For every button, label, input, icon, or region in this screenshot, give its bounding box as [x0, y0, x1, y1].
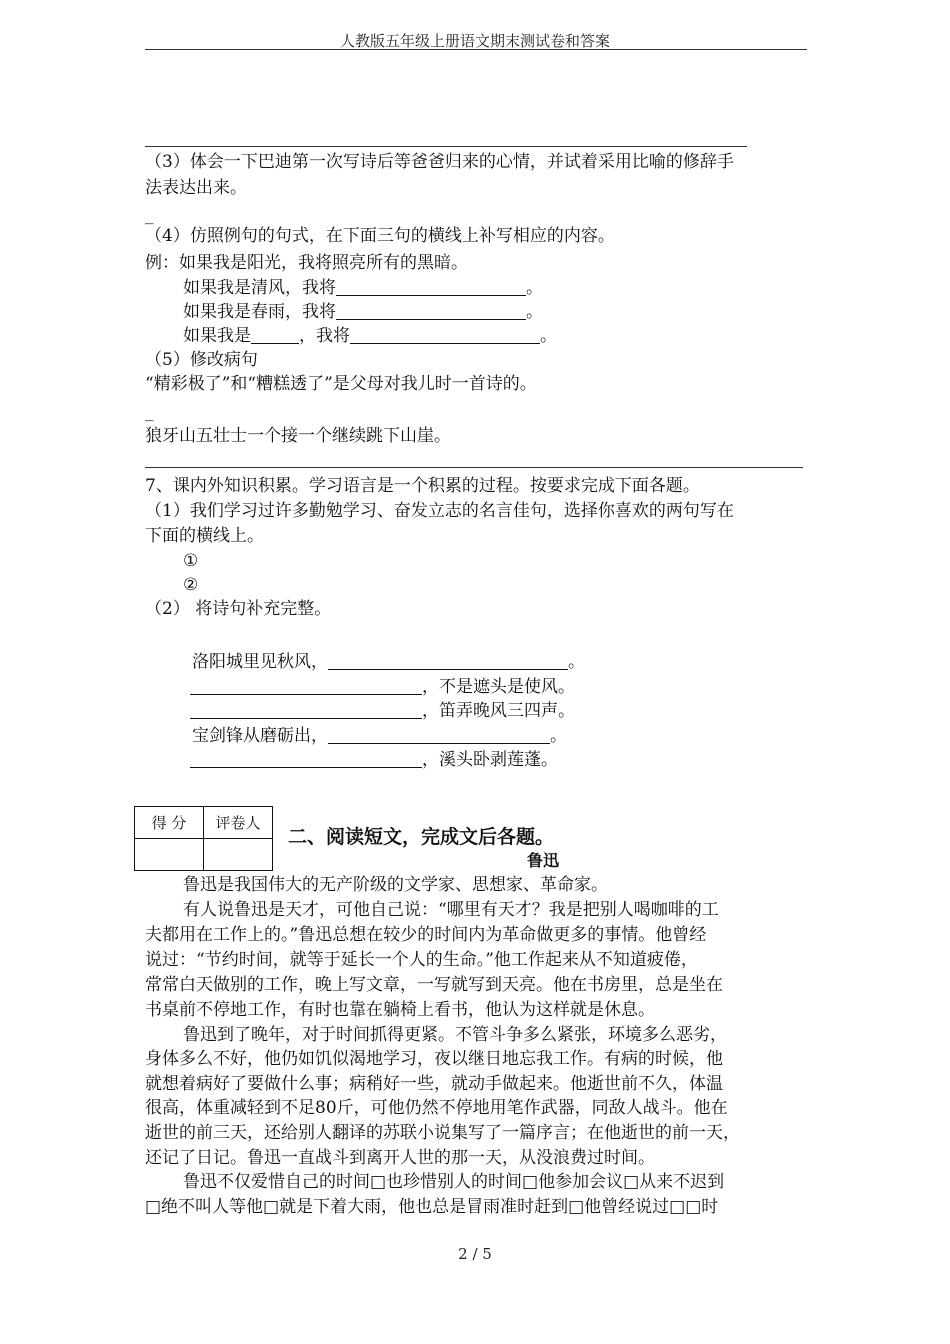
poem-line2-blank[interactable]	[190, 676, 422, 695]
article-line: 身体多么不好，他仍如饥似渴地学习，夜以继日地忘我工作。有病的时候，他	[145, 1049, 723, 1069]
q7-circle2: ②	[183, 575, 199, 595]
poem-line3-blank[interactable]	[190, 700, 422, 719]
page-number: 2 / 5	[458, 1245, 492, 1263]
q3-line2: 法表达出来。	[145, 178, 247, 198]
grader-label: 评卷人	[204, 807, 273, 839]
grader-cell[interactable]	[204, 839, 273, 871]
answer-line	[145, 146, 747, 147]
q4-row2-blank[interactable]	[336, 301, 526, 320]
q4-row3-blank1[interactable]	[251, 325, 299, 344]
q4-row2-pre: 如果我是春雨，我将	[183, 302, 336, 322]
q4-row1-pre: 如果我是清风，我将	[183, 278, 336, 298]
article-line: □绝不叫人等他□就是下着大雨，他也总是冒雨准时赶到□他曾经说过□□时	[145, 1197, 719, 1217]
poem-line2-text: ，不是遮头是使风。	[422, 677, 575, 697]
article-line: 有人说鲁迅是天才，可他自己说：“哪里有天才？我是把别人喝咖啡的工	[183, 900, 719, 920]
q7-part1-line2: 下面的横线上。	[145, 526, 264, 546]
q7-circle1: ①	[183, 551, 199, 571]
q3-line1: （3）体会一下巴迪第一次写诗后等爸爸归来的心情，并试着采用比喻的修辞手	[145, 152, 734, 172]
poem-line3	[190, 699, 575, 723]
q7-part2: （2） 将诗句补充完整。	[145, 599, 332, 619]
q4-example: 例：如果我是阳光，我将照亮所有的黑暗。	[145, 253, 468, 273]
q4-row3	[183, 324, 557, 348]
score-label: 得 分	[135, 807, 204, 839]
poem-line4-blank[interactable]	[328, 725, 550, 744]
poem-line3-text: ，笛弄晚风三四声。	[422, 701, 575, 721]
q4-row1-end: 。	[526, 278, 543, 298]
q3-mark: _	[145, 205, 154, 225]
article-line: 鲁迅是我国伟大的无产阶级的文学家、思想家、革命家。	[183, 875, 608, 895]
poem-line5-text: ，溪头卧剥莲蓬。	[422, 750, 558, 770]
section2-heading: 二、阅读短文，完成文后各题。	[288, 826, 555, 848]
poem-line4-text: 宝剑锋从磨砺出，	[192, 726, 328, 746]
q4-row3-blank2[interactable]	[350, 325, 540, 344]
article-line: 常常白天做别的工作，晚上写文章，一写就写到天亮。他在书房里，总是坐在	[145, 975, 723, 995]
poem-line1-end: 。	[568, 652, 585, 672]
q7-part1-line1: （1）我们学习过许多勤勉学习、奋发立志的名言佳句，选择你喜欢的两句写在	[145, 501, 734, 521]
article-line: 鲁迅不仅爱惜自己的时间□也珍惜别人的时间□他参加会议□从来不迟到	[183, 1172, 725, 1192]
article-title: 鲁迅	[527, 851, 560, 870]
poem-line1-text: 洛阳城里见秋风，	[192, 652, 328, 672]
article-line: 鲁迅到了晚年，对于时间抓得更紧。不管斗争多么紧张，环境多么恶劣，	[183, 1025, 727, 1045]
q4-row3-end: 。	[540, 326, 557, 346]
q4-intro: （4）仿照例句的句式，在下面三句的横线上补写相应的内容。	[145, 226, 615, 246]
q5-mark: _	[145, 402, 154, 422]
poem-line5-blank[interactable]	[190, 749, 422, 768]
q7-title: 7、课内外知识积累。学习语言是一个积累的过程。按要求完成下面各题。	[145, 476, 700, 496]
article-line: 逝世的前三天，还给别人翻译的苏联小说集写了一篇序言；在他逝世的前一天，	[145, 1123, 740, 1143]
score-cell[interactable]	[135, 839, 204, 871]
poem-line2	[190, 675, 575, 699]
header-rule	[145, 49, 807, 50]
q4-row1	[183, 276, 543, 300]
q4-row3-pre: 如果我是	[183, 326, 251, 346]
q5-sentence2: 狼牙山五壮士一个接一个继续跳下山崖。	[145, 426, 451, 446]
poem-line1	[192, 650, 585, 674]
poem-line1-blank[interactable]	[328, 651, 568, 670]
q5-sentence1: “精彩极了”和“糟糕透了”是父母对我儿时一首诗的。	[145, 374, 537, 394]
poem-line4	[192, 724, 567, 748]
score-table	[134, 806, 273, 871]
q4-row2-end: 。	[526, 302, 543, 322]
article-line: 书桌前不停地工作，有时也靠在躺椅上看书，他认为这样就是休息。	[145, 1000, 655, 1020]
q4-row1-blank[interactable]	[336, 277, 526, 296]
article-line: 还记了日记。鲁迅一直战斗到离开人世的那一天，从没浪费过时间。	[145, 1148, 655, 1168]
answer-line	[145, 467, 803, 468]
poem-line4-end: 。	[550, 726, 567, 746]
article-line: 很高，体重减轻到不足80斤，可他仍然不停地用笔作武器，同敌人战斗。他在	[145, 1098, 728, 1118]
page-header-title: 人教版五年级上册语文期末测试卷和答案	[339, 32, 610, 50]
poem-line5	[190, 748, 558, 772]
article-line: 说过：“节约时间，就等于延长一个人的生命。”他工作起来从不知道疲倦，	[145, 950, 698, 970]
article-line: 就想着病好了要做什么事；病稍好一些，就动手做起来。他逝世前不久，体温	[145, 1074, 723, 1094]
q5-title: （5）修改病句	[145, 350, 258, 370]
q4-row3-mid: ，我将	[299, 326, 350, 346]
q4-row2	[183, 300, 543, 324]
article-line: 夫都用在工作上的。”鲁迅总想在较少的时间内为革命做更多的事情。他曾经	[145, 925, 707, 945]
